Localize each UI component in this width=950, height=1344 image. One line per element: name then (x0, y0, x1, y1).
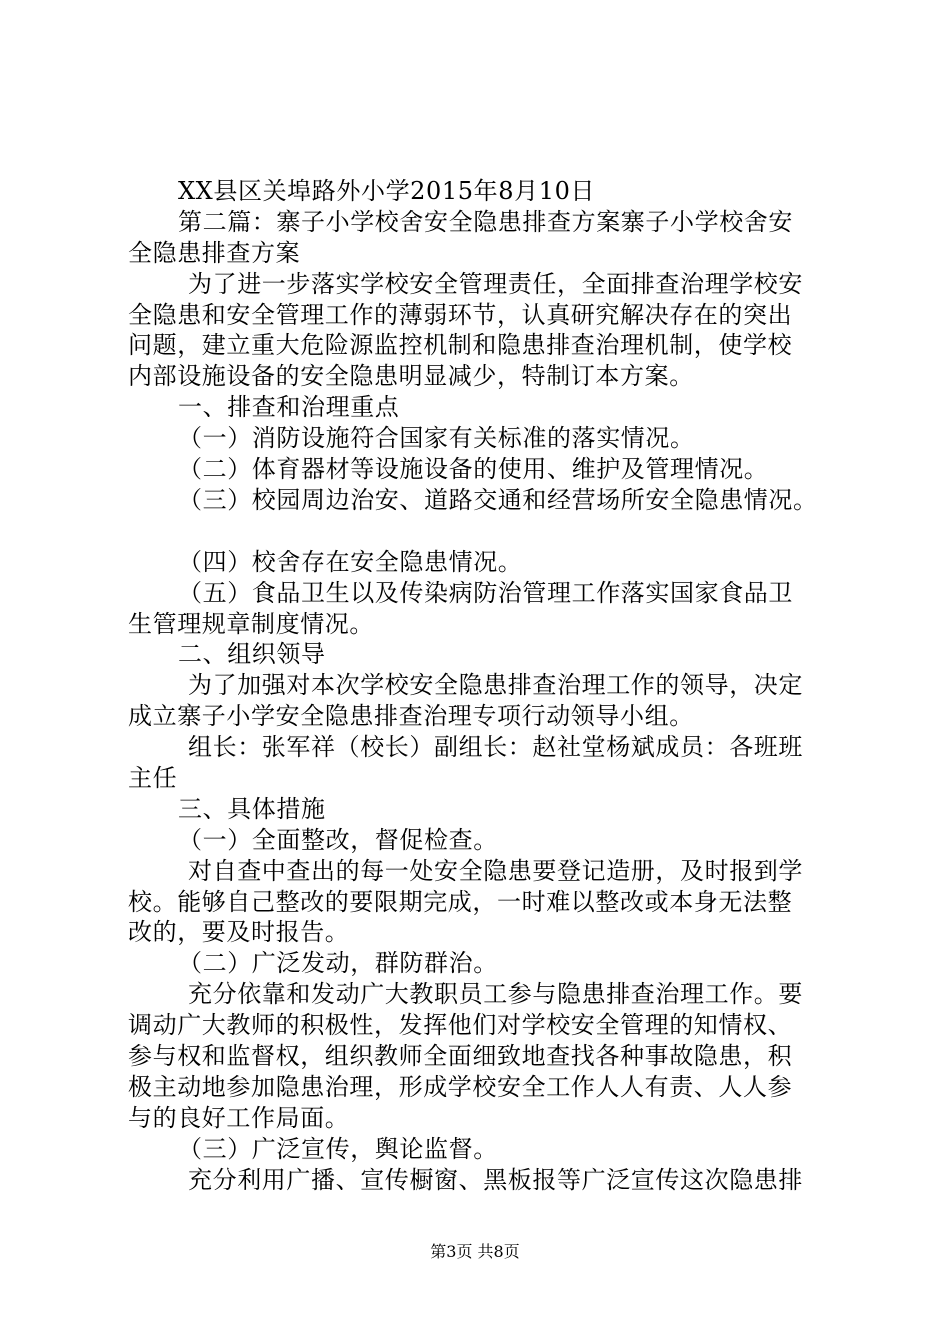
list-item: （二）广泛发动，群防群治。 (178, 949, 498, 978)
list-item: （一）消防设施符合国家有关标准的落实情况。 (178, 424, 695, 453)
paragraph-line: 极主动地参加隐患治理，形成学校安全工作人人有责、人人参 (128, 1072, 793, 1101)
heading-line: 三、具体措施 (178, 794, 326, 823)
paragraph-line: 问题，建立重大危险源监控机制和隐患排查治理机制，使学校 (128, 331, 793, 360)
section-title-cont: 全隐患排查方案 (128, 238, 301, 267)
paragraph-line: 调动广大教师的积极性，发挥他们对学校安全管理的知情权、 (128, 1011, 793, 1040)
paragraph-line: 充分利用广播、宣传橱窗、黑板报等广泛宣传这次隐患排 (188, 1165, 803, 1194)
list-item: （三）广泛宣传，舆论监督。 (178, 1134, 498, 1163)
paragraph-line: 全隐患和安全管理工作的薄弱环节，认真研究解决存在的突出 (128, 300, 793, 329)
paragraph-line: 对自查中查出的每一处安全隐患要登记造册，及时报到学 (188, 856, 803, 885)
list-item: （五）食品卫生以及传染病防治管理工作落实国家食品卫 (178, 578, 793, 607)
heading-line: 二、组织领导 (178, 640, 326, 669)
list-item-cont: 生管理规章制度情况。 (128, 609, 374, 638)
paragraph-line: 与的良好工作局面。 (128, 1103, 350, 1132)
paragraph-line: 为了加强对本次学校安全隐患排查治理工作的领导，决定 (188, 671, 803, 700)
paragraph-line: 主任 (128, 764, 178, 793)
list-item: （三）校园周边治安、道路交通和经营场所安全隐患情况。 (178, 485, 818, 514)
page-number: 第3页 共8页 (430, 1242, 520, 1261)
paragraph-line: 成立寨子小学安全隐患排查治理专项行动领导小组。 (128, 702, 694, 731)
paragraph-line: 组长：张军祥（校长）副组长：赵社堂杨斌成员：各班班 (188, 733, 803, 762)
paragraph-line: 充分依靠和发动广大教职员工参与隐患排查治理工作。要 (188, 980, 803, 1009)
paragraph-line: 为了进一步落实学校安全管理责任，全面排查治理学校安 (188, 269, 803, 298)
document-body (128, 176, 848, 1196)
paragraph-line: 参与权和监督权，组织教师全面细致地查找各种事故隐患，积 (128, 1042, 793, 1071)
paragraph-line: 内部设施设备的安全隐患明显减少，特制订本方案。 (128, 362, 694, 391)
paragraph-line: 校。能够自己整改的要限期完成，一时难以整改或本身无法整 (128, 887, 793, 916)
blank-line (128, 516, 848, 547)
list-item: （二）体育器材等设施设备的使用、维护及管理情况。 (178, 455, 769, 484)
list-item: （一）全面整改，督促检查。 (178, 825, 498, 854)
paragraph-line: 改的，要及时报告。 (128, 918, 350, 947)
section-title: 第二篇：寨子小学校舍安全隐患排查方案寨子小学校舍安 (178, 207, 793, 236)
heading-line: 一、排查和治理重点 (178, 393, 400, 422)
date-line: XX县区关埠路外小学2015年8月10日 (178, 177, 596, 205)
list-item: （四）校舍存在安全隐患情况。 (178, 547, 523, 576)
